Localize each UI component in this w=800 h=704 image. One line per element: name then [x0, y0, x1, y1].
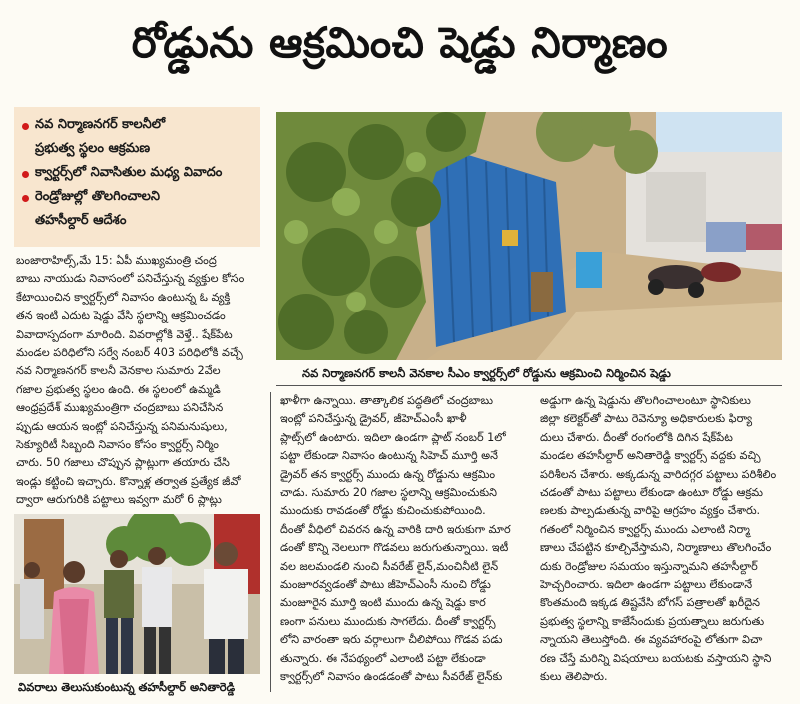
- photo-caption-small: వివరాలు తెలుసుకుంటున్న తహసీల్దార్ అనితారెడ్డి: [18, 680, 236, 694]
- article-line: గతంలో నిర్మించిన క్వార్టర్స్ ముందు ఎలాంటి నిర్మా: [540, 522, 750, 536]
- bullet-icon: [22, 195, 29, 202]
- article-line: ణాలు చేపట్టిన కూల్చివేస్తామని, నిర్మాణాలు తొలగించేం: [540, 541, 772, 555]
- article-line: ఇంట్లో పనిచేస్తున్న డ్రైవర్, జీహెచ్‌ఎంసీ ఖాళీ: [280, 412, 467, 426]
- article-line: దులు చేశారు. దీంతో రంగంలోకి దిగిన షేక్‌పేట: [540, 430, 733, 444]
- highlight-line: క్వార్టర్స్‌లో నివాసితుల మధ్య వివాదం: [35, 165, 223, 180]
- article-line: దుకు రెండ్రోజుల సమయం ఇస్తున్నామని తహసీల్దార్: [540, 559, 758, 573]
- highlight-line: రెండ్రోజుల్లో తొలగించాలని: [35, 189, 160, 204]
- article-column-1: [16, 252, 264, 510]
- highlight-item: [14, 161, 260, 185]
- article-line: వివాదాస్పదంగా మారింది. వివరాల్లోకి వెళ్తే.. షేక్‌పేట: [16, 327, 233, 341]
- article-line: గజాల ప్రభుత్వ స్థలం ఉంది. ఈ స్థలంలో ఉమ్మడి: [16, 382, 221, 396]
- shed-photo: [276, 112, 782, 360]
- article-line: ఖాళీగా ఉన్నాయి. తాత్కాలిక పద్ధతిలో చంద్రబాబు: [280, 394, 493, 407]
- highlights-box: [14, 107, 260, 247]
- headline: రోడ్డును ఆక్రమించి షెడ్డు నిర్మాణం: [131, 18, 669, 67]
- article-line: మండల పరిధిలోని సర్వే నంబర్ 403 పరిధిలోకి వచ్చే: [16, 346, 243, 360]
- highlight-line: ప్రభుత్వ స్థలం ఆక్రమణ: [35, 141, 151, 156]
- article-line: మంజూరైన మూర్తి ఇంటి ముందు ఉన్న షెడ్డు కార: [280, 596, 486, 610]
- article-line: మంజూరవ్వడంతో పాటు జీహెచ్‌ఎంసీ నుంచి రోడ్డు: [280, 578, 491, 592]
- article-line: సెక్యూరిటీ సిబ్బంది నివాసం కోసం క్వార్టర్స్ నిర్మిం: [16, 438, 219, 452]
- article-line: ణంగా పనులు ముందుకు సాగలేదు. దీంతో క్వార్టర్స్: [280, 614, 496, 628]
- highlight-line: నవ నిర్మాణనగర్ కాలనీలో: [35, 117, 166, 132]
- article-line: ఆంధ్రప్రదేశ్ ముఖ్యమంత్రిగా చంద్రబాబు పనిచేసిన: [16, 401, 224, 415]
- article-line: నవ నిర్మాణనగర్ కాలనీ వెనకాల సుమారు 2వేల: [16, 364, 221, 378]
- article-line: తన ఇంటి ఎదుట షెడ్డు వేసి స్థలాన్ని ఆక్రమించడం: [16, 309, 226, 323]
- photo-caption-main: నవ నిర్మాణనగర్ కాలనీ వెనకాల సీఎం క్వార్టర్స్‌లో రోడ్డును ఆక్రమించి నిర్మించిన షెడ్డు: [302, 366, 671, 380]
- article-line: డ్రైవర్ తన క్వార్టర్స్ ముందు ఉన్న రోడ్డును ఆక్రమిం: [280, 467, 496, 481]
- article-line: జిల్లా కలెక్టర్‌తో పాటు రెవెన్యూ అధికారులకు ఫిర్యా: [540, 412, 753, 426]
- article-line: వల జలమండలి నుంచి సీవరేజ్ లైన్,మంచినీటి లైన్: [280, 559, 499, 573]
- article-line: అడ్డుగా ఉన్న షెడ్డును తొలగించాలంటూ స్థానికులు: [540, 394, 751, 407]
- article-line: పట్టా లేకుండా నివాసం ఉంటున్న సిహెచ్ మూర్తి అనే: [280, 449, 498, 463]
- article-line: దీంతో వీధిలో చివరన ఉన్న వారికి దారి ఇరుకుగా మార: [280, 522, 511, 536]
- article-line: చాడు. సుమారు 20 గజాల స్థలాన్ని ఆక్రమించుకుని: [280, 486, 497, 500]
- article-line: ణలకు పాల్పడుతున్న వారిపై ఆగ్రహం వ్యక్తం చేశారు.: [540, 504, 761, 518]
- article-line: ప్రభుత్వ స్థలాన్ని కాజేసేందుకు ప్రయత్నాలు జరుగుతు: [540, 614, 765, 628]
- article-line: డంతో కొన్ని నెలలుగా గొడవలు జరుగుతున్నాయి. ఇటీ: [280, 541, 509, 555]
- article-line: చారు. 50 గజాలు చొప్పున ప్లాట్లుగా తయారు చేసి: [16, 456, 230, 470]
- article-line: తున్నారు. ఈ నేపథ్యంలో ఎలాంటి పట్టా లేకుండా: [280, 651, 486, 665]
- article-line: పరిశీలన చేశారు. అక్కడున్న వారిదగ్గర పట్టాలు పరిశీలిం: [540, 467, 777, 481]
- article-line: ముందుకు రావడంతో రోడ్డు కుచించుకుపోయింది.: [280, 504, 486, 518]
- article-line: బాబు నాయుడు నివాసంలో పనిచేస్తున్న వ్యక్తుల కోసం: [16, 272, 245, 286]
- article-line: ద్వారా ఆరుగురికి పట్టాలు ఇవ్వగా మరో 6 ప్లాట్లు: [16, 493, 222, 507]
- article-line: కులు తెలిపారు.: [540, 670, 608, 684]
- article-column-2: [280, 392, 530, 687]
- article-line: హెచ్చరించారు. ఇదిలా ఉండగా పట్టాలు లేకుండానే: [540, 578, 753, 592]
- highlight-line: తహసీల్దార్ ఆదేశం: [35, 213, 127, 228]
- article-line: ఇండ్లు కట్టించి ఇచ్చారు. కొన్నాళ్ల తర్వాత ప్రత్యేక జీవో: [16, 474, 241, 488]
- tahsildar-photo: [14, 514, 260, 674]
- highlight-item: [14, 113, 260, 161]
- article-line: చడంతో పాటు పట్టాలు లేకుండా ఉంటూ రోడ్డు ఆక్రమ: [540, 486, 764, 500]
- article-line: కేటాయించిన క్వార్టర్స్‌లో నివాసం ఉంటున్న ఓ వ్యక్తి: [16, 290, 231, 304]
- article-line: రణ చేస్తే మరిన్ని విషయాలు బయటకు వస్తాయని స్థాని: [540, 651, 772, 665]
- caption-divider: [276, 385, 782, 386]
- article-line: ప్లాట్స్‌లో ఉంటారు. ఇదిలా ఉండగా ప్లాట్ నంబర్ 1లో: [280, 430, 506, 444]
- bullet-icon: [22, 171, 29, 178]
- article-line: కొంతమంది ఇక్కడ తిష్టవేసి బోగస్ పత్రాలతో ఖరీదైన: [540, 596, 760, 610]
- article-line: మండల తహసీల్దార్ అనితారెడ్డి క్వార్టర్స్ వద్దకు వచ్చి: [540, 449, 761, 463]
- column-divider: [270, 392, 271, 692]
- bullet-icon: [22, 123, 29, 130]
- article-column-3: [540, 392, 786, 687]
- article-line: బంజారాహిల్స్,మే 15: ఏపీ ముఖ్యమంత్రి చంద్ర: [16, 254, 217, 267]
- article-line: క్వార్టర్స్‌లో నివాసం ఉండడంతో పాటు సీవరేజ్ లైన్‌కు: [280, 670, 503, 684]
- article-line: లోని వారంతా ఇరు వర్గాలుగా చీలిపోయి గొడవ పడు: [280, 633, 503, 647]
- article-line: న్నాయని తెలుస్తోంది. ఈ వ్యవహారంపై లోతుగా విచా: [540, 633, 763, 647]
- highlight-item: [14, 185, 260, 233]
- article-line: ప్పుడు ఆయన ఇంట్లో పనిచేస్తున్న పనిమనుషులు,: [16, 419, 228, 433]
